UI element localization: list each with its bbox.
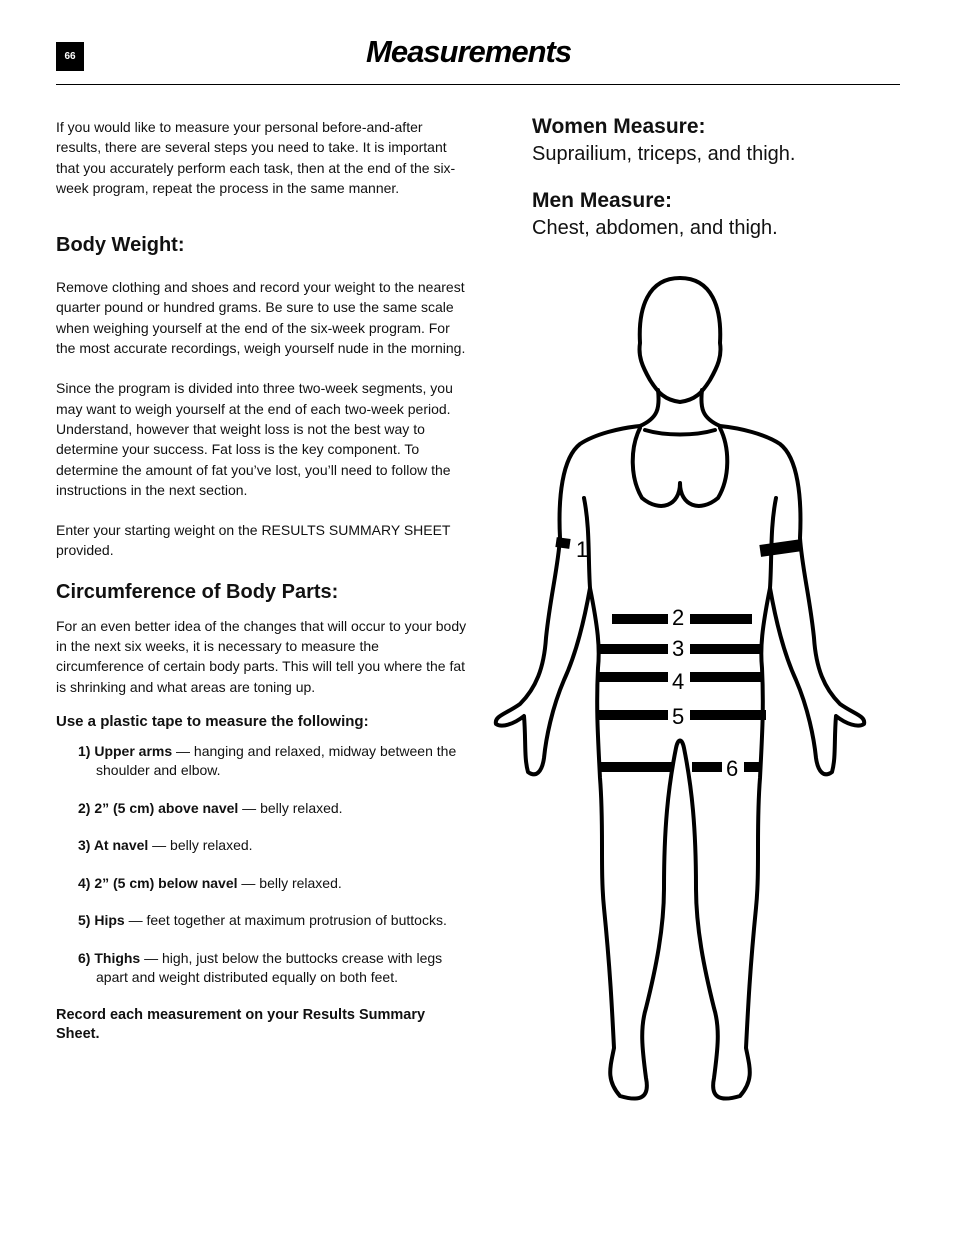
figure-label-6: 6 [726,756,739,781]
figure-label-3: 3 [672,636,685,661]
figure-label-2: 2 [672,605,685,630]
band-6-left [598,762,672,772]
figure-label-5: 5 [672,704,685,729]
list-item: 4) 2” (5 cm) below navel — belly relaxed. [78,874,342,891]
list-item: 6) Thighs — high, just below the buttocks crease with legs apart and weight distributed equally on both feet. [78,949,443,986]
band-5-left [596,710,668,720]
figure-label-1: 1 [576,537,589,562]
page-title: Measurements [366,34,572,69]
women-measure-text: Suprailium, triceps, and thigh. [532,143,796,165]
list-item: 5) Hips — feet together at maximum protrusion of buttocks. [78,912,447,929]
band-4-right [690,672,764,682]
figure-label-4: 4 [672,669,685,694]
collarbone-detail [645,430,715,435]
right-column [532,114,912,242]
body-outline [496,390,864,1099]
left-column [56,117,468,1044]
intro-paragraph: If you would like to measure your personal before-and-after results, there are several steps you need to take. It is important that you accurately perform each task, then at the end of the six-week program, repeat the process in the same manner. [56,119,456,196]
band-1-right [759,539,802,557]
women-measure-heading: Women Measure: [532,115,706,138]
tape-subheading: Use a plastic tape to measure the following: [56,712,369,730]
body-outline-illustration [480,268,880,1118]
list-item: 1) Upper arms — hanging and relaxed, midway between the shoulder and elbow. [78,742,457,779]
list-item: 2) 2” (5 cm) above navel — belly relaxed. [78,799,343,816]
band-5-right [690,710,766,720]
men-measure-text: Chest, abdomen, and thigh. [532,217,778,239]
page-number: 66 [56,42,84,71]
band-4-left [596,672,668,682]
body-weight-paragraph-3: Enter your starting weight on the RESULTS SUMMARY SHEET provided. [56,522,451,559]
body-figure [480,268,880,1118]
band-2-left [612,614,668,624]
body-weight-paragraph-2: Since the program is divided into three two-week segments, you may want to weigh yourself at the end of each two-week period. Understand, however that weight loss is not the best way to determine your success. Fat loss is the key component. To determine the amount of fat you’ve lost, you’ll need to follow the instructions in the next section. [56,380,453,498]
circumference-paragraph: For an even better idea of the changes that will occur to your body in the next six weeks, it is necessary to measure the circumference of certain body parts. This will tell you where the fat is shrinking and what areas are toning up. [56,617,467,695]
body-weight-paragraph-1: Remove clothing and shoes and record your weight to the nearest quarter pound or hundred grams. Be sure to use the same scale when weighing yourself at the end of the six-week program. For the most accurate recordings, weigh yourself nude in the morning. [56,279,466,357]
men-measure-heading: Men Measure: [532,189,673,212]
circumference-heading: Circumference of Body Parts: [56,580,339,603]
band-3-right [690,644,762,654]
record-note: Record each measurement on your Results Summary Sheet. [56,1006,426,1042]
header-rule [56,84,900,85]
body-weight-heading: Body Weight: [56,234,185,257]
band-6-right [692,762,722,772]
band-3-left [600,644,668,654]
head-outline [639,278,720,402]
measurement-list [56,742,468,988]
chest-detail [633,428,728,506]
band-1-left [555,537,570,549]
band-2-right [690,614,752,624]
band-6-right-b [744,762,762,772]
list-item: 3) At navel — belly relaxed. [78,837,253,854]
